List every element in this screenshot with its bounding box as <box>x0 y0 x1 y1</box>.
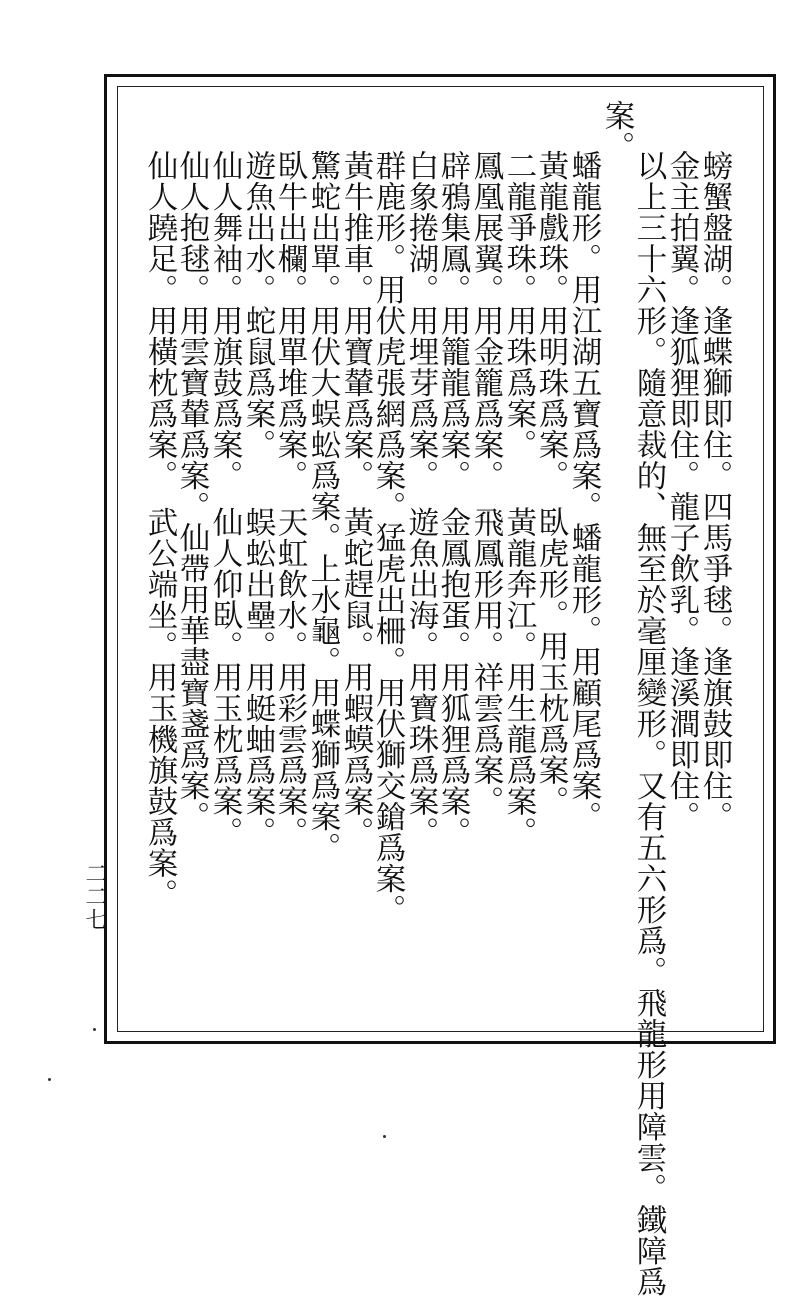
text-column: 以上三十六形。隨意裁的、無至於毫厘變形。又有五六形爲。飛龍形用障雲。鐵障爲 <box>631 150 666 1297</box>
text-column: 黃龍戲珠。用明珠爲案。 臥虎形。用玉枕爲案。 <box>533 150 568 817</box>
text-column: 蟠龍形。用江湖五寶爲案。蟠龍形。用顧尾爲案。 <box>566 150 601 832</box>
page-number: 二二七 <box>82 862 107 931</box>
scan-speck <box>48 1078 51 1081</box>
text-column: 群鹿形。用伏虎張網爲案。猛虎出柵。用伏獅交鎗爲案。 <box>370 150 405 925</box>
scan-speck <box>93 1028 96 1031</box>
text-column: 二龍爭珠。用珠爲案。 黃龍奔江。用生龍爲案。 <box>501 150 536 848</box>
text-column: 螃蟹盤湖。逢蝶獅即住。四馬爭毬。逢旗鼓即住。 <box>697 150 732 832</box>
text-column: 臥牛出欄。用單堆爲案。 天虹飲水。用彩雲爲案。 <box>272 150 307 848</box>
text-column: 遊魚出水。蛇鼠爲案。 蜈蚣出壘。用蜓蚰爲案。 <box>240 150 275 848</box>
text-column: 金主拍翼。逢狐狸即住。龍子飲乳。逢溪澗即住。 <box>664 150 699 832</box>
scan-speck <box>383 1135 386 1138</box>
text-column: 仙人舞袖。用旗鼓爲案。 仙人仰臥。用玉枕爲案。 <box>207 150 242 848</box>
text-column: 黃牛推車。用寶輦爲案。 黃蛇趕鼠。用蝦蟆爲案。 <box>338 150 373 848</box>
text-column: 仙人抱毬。用雲寶輦爲案。仙帶用華盡寶盞爲案。 <box>174 150 209 832</box>
text-column: 鳳凰展翼。用金籠爲案。 飛鳳形用。祥雲爲案。 <box>468 150 503 817</box>
text-column: 辟鴉集鳳。用籠龍爲案。 金鳳抱蛋。用狐狸爲案。 <box>435 150 470 848</box>
text-column: 仙人蹺足。用橫枕爲案。 武公端坐。用玉機旗鼓爲案。 <box>142 150 177 910</box>
text-column: 驚蛇出單。用伏大蜈蚣爲案。上水龜。用蝶獅爲案。 <box>305 150 340 863</box>
text-column: 白象捲湖。用埋芽爲案。 遊魚出海。用寶珠爲案。 <box>403 150 438 848</box>
text-column: 案。 <box>599 100 634 162</box>
